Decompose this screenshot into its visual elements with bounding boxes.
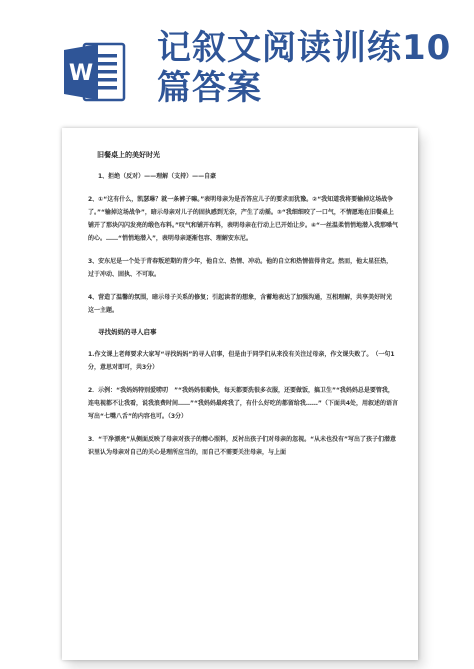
- svg-text:W: W: [68, 61, 94, 86]
- document-page: [62, 128, 418, 660]
- answer-paragraph: 3、安东尼是一个处于青春叛逆期的青少年，他自立、热情、冲动。他的自立和热情值得肯定。然而，他太星狂热，过于冲动、固执、不可取。: [88, 258, 393, 278]
- answer-paragraph: 2．示例：“我妈妈特别爱唠叨 ”“我妈妈很勤快，每天都要洗很多衣服，还要做饭，搞卫生”“我妈妈总是要管我，连电视都不让我看，说我浪费时间……”“我妈妈最疼我了，有什么好吃的都留给我……”（下面共4处，用叙述的语言写出“七嘴八舌”的内容也可。（3分）: [88, 387, 399, 420]
- answer-paragraph: 2、①“这有什么，凯瑟琳？就一条裤子嘛。”表明母亲为是否答应儿子的要求而犹豫。②“我知道我将要输掉这场战争了。”“输掉这场战争”，暗示母亲对儿子的固执感到无奈，产生了动摇。③“我细细咬了一口气，不情愿地在旧餐桌上铺开了那块闪闪发亮的缎色布料。”叹气和铺开布料，表明母亲在行动上已开始让步。④“一丝温柔悄悄地潜入我那嗓气的心。……“悄悄地潜入”，表明母亲逐渐包容、理解安东尼。: [88, 196, 398, 242]
- document-body: [88, 150, 398, 469]
- section-title: 寻找妈妈的寻人启事: [98, 328, 157, 336]
- answer-paragraph: 1.作文课上老师要求大家写“寻找妈妈”的寻人启事，但是由于同学们从来没有关注过母亲，作文课失败了。 （一句1分，意思对即可，共3分）: [88, 351, 395, 371]
- answer-paragraph: 1、拒绝（反对）——理解（支持）——自豪: [98, 173, 217, 180]
- document-title: 旧餐桌上的美好时光: [97, 151, 160, 159]
- answer-paragraph: 3．“干净漂亮”从侧面反映了母亲对孩子的精心照料，反衬出孩子们对母亲的忽视。“从未也没有”写出了孩子们潜意识里认为母亲对自己的关心是理所应当的，而自己不需要关注母亲，与上面: [88, 436, 396, 456]
- page-title: 记叙文阅读训练10篇答案: [157, 28, 452, 108]
- answer-paragraph: 4、营造了温馨的氛围，暗示母子关系的修复；引起读者的想象，含蓄地表达了加强沟通，互相理解，共享美好时光这一主题。: [88, 294, 393, 314]
- word-document-icon: [64, 42, 126, 102]
